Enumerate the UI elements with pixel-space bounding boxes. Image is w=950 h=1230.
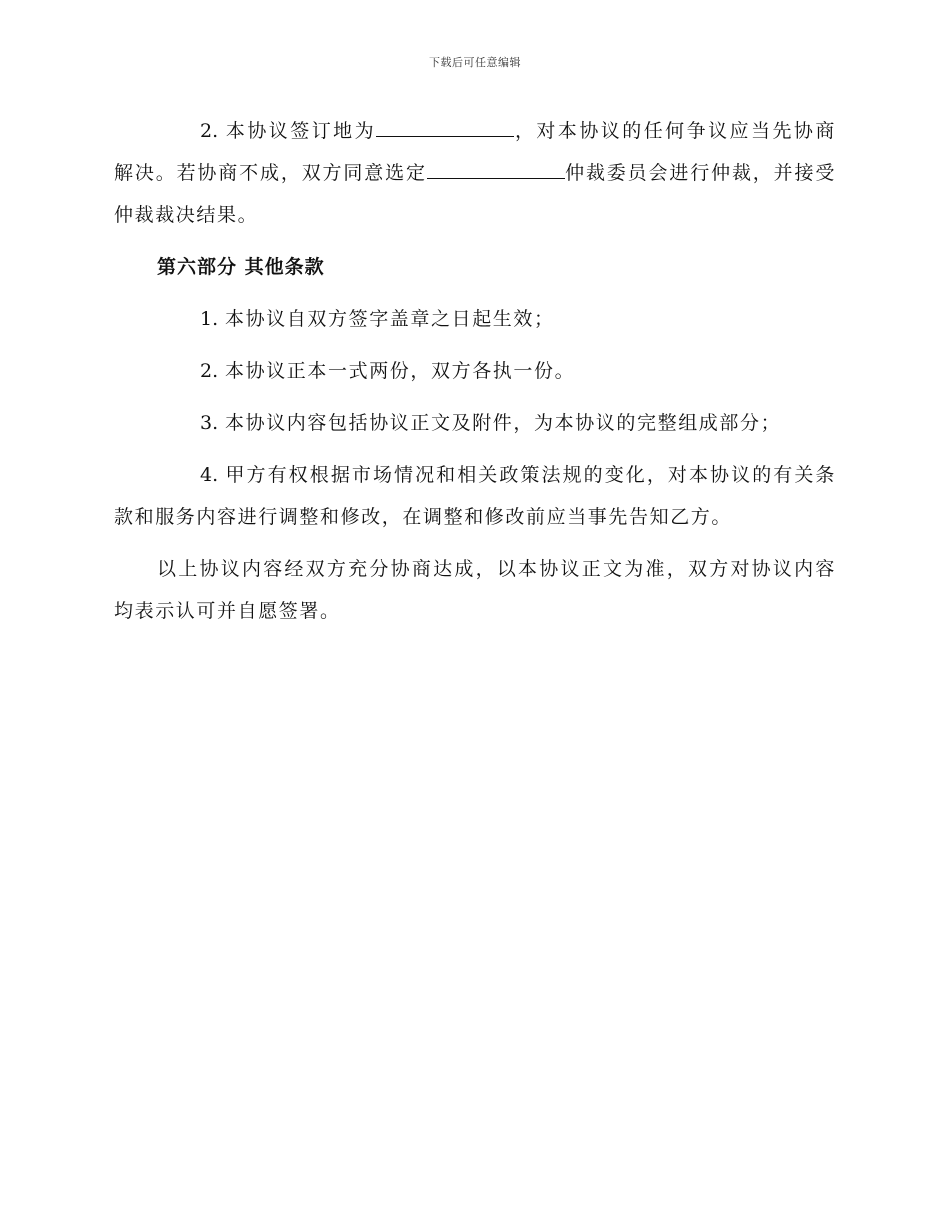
clause-number: 2. [200, 120, 219, 142]
list-item [114, 454, 836, 538]
clause-text-part-a: 本协议签订地为 [225, 120, 377, 142]
closing-paragraph: 以上协议内容经双方充分协商达成，以本协议正文为准，双方对协议内容均表示认可并自愿签署。 [114, 558, 836, 622]
item-number: 2. [200, 360, 219, 382]
item-text: 本协议自双方签字盖章之日起生效； [225, 308, 555, 330]
section-title: 第六部分 其他条款 [157, 256, 325, 278]
item-number: 4. [200, 464, 219, 486]
item-text: 本协议内容包括协议正文及附件，为本协议的完整组成部分； [225, 412, 782, 434]
item-text: 本协议正本一式两份，双方各执一份。 [225, 360, 576, 382]
item-number: 3. [200, 412, 219, 434]
arbitration-committee-blank[interactable] [427, 158, 565, 179]
item-number: 1. [200, 308, 219, 330]
list-item [114, 402, 836, 444]
document-body [114, 110, 836, 642]
list-item [114, 350, 836, 392]
clause-text-part-b: ，对本协议的任何争议应当先协商解决。若协商不成，双方同意选定 [114, 120, 836, 184]
item-text: 甲方有权根据市场情况和相关政策法规的变化，对本协议的有关条款和服务内容进行调整和修改，在调整和修改前应当事先告知乙方。 [114, 464, 836, 528]
page-header: 下载后可任意编辑 [429, 56, 521, 69]
list-item [114, 298, 836, 340]
clause-text-part-c: 仲裁委员会进行仲裁，并接受仲裁裁决结果。 [114, 162, 836, 226]
signing-place-blank[interactable] [376, 116, 514, 137]
clause-dispute-resolution [114, 110, 836, 236]
